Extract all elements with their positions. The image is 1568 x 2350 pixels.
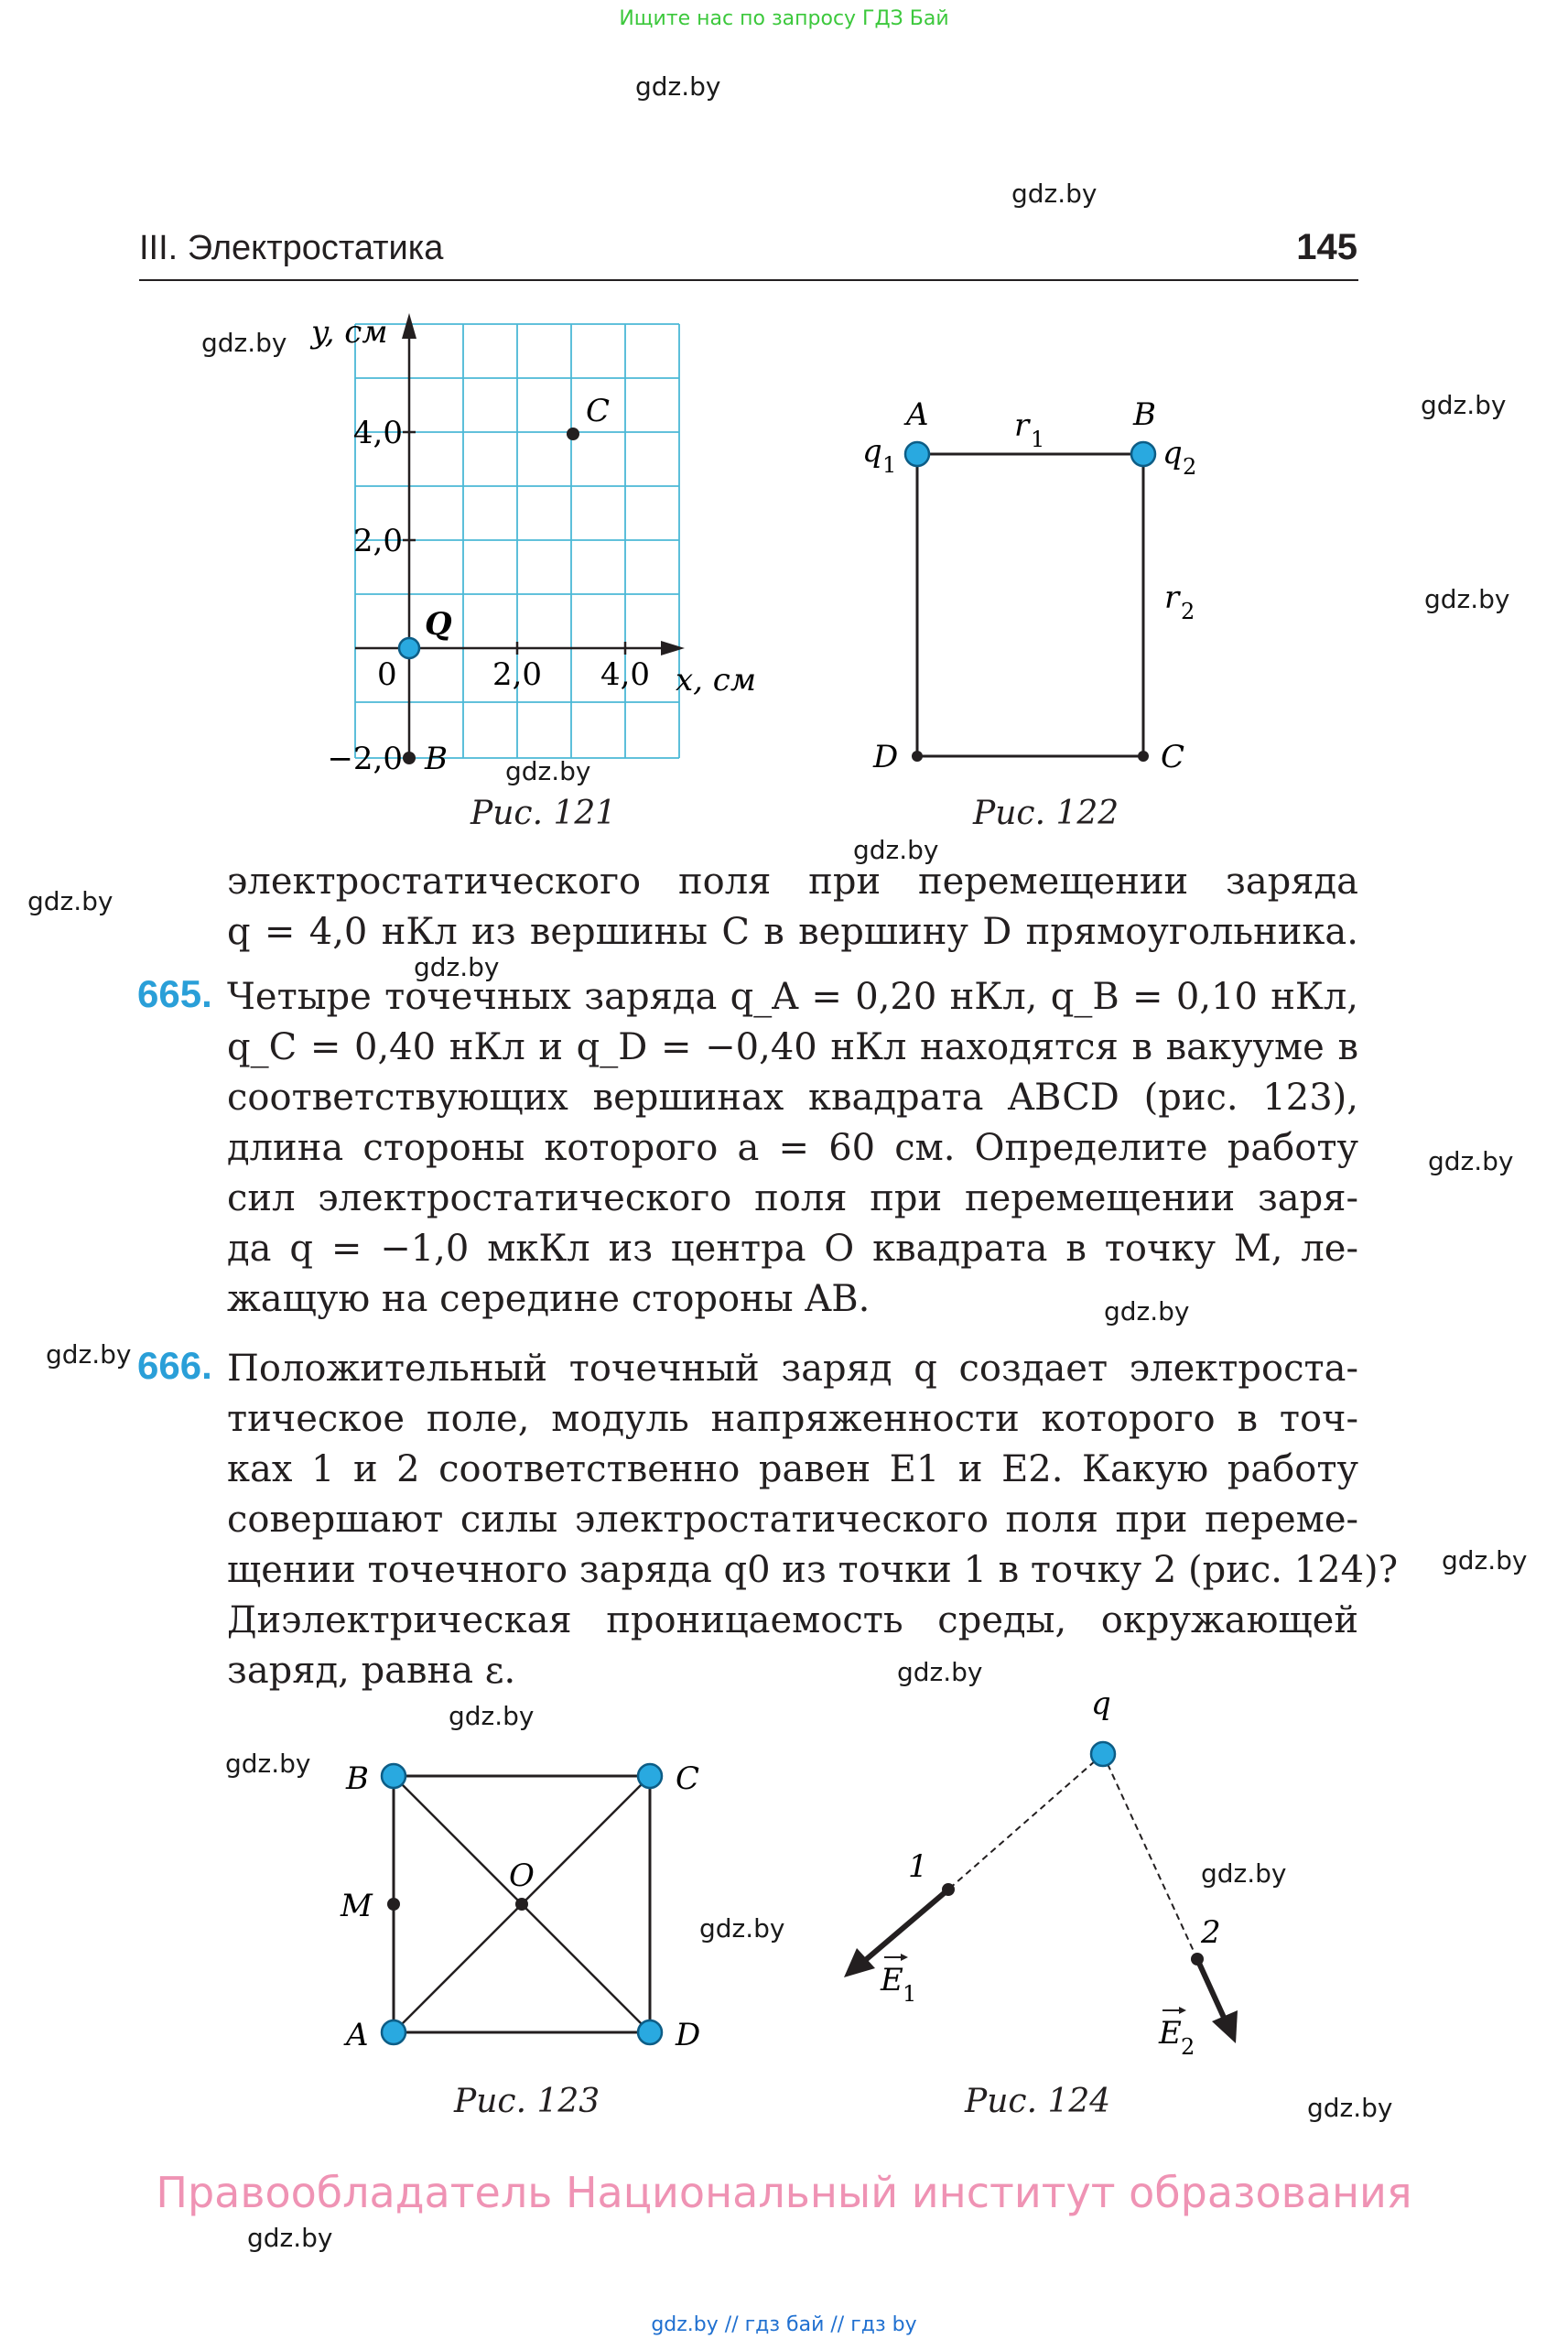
vector-e2 xyxy=(1197,1959,1225,2020)
caption-124: Рис. 124 xyxy=(965,2083,1111,2120)
watermark: gdz.by xyxy=(897,1657,983,1687)
watermark: gdz.by xyxy=(201,328,287,358)
dashed-line-q-1 xyxy=(948,1754,1103,1890)
section-title: III. Электростатика xyxy=(139,229,444,267)
caption-122: Рис. 122 xyxy=(973,795,1119,832)
label-q2: q xyxy=(1162,435,1183,471)
point-1 xyxy=(942,1883,955,1896)
copyright-owner: Правообладатель Национальный институт образования xyxy=(156,2168,1412,2217)
problem-number-665: 665. xyxy=(137,972,212,1015)
label-b: B xyxy=(346,1760,369,1797)
label-q1-sub: 1 xyxy=(882,452,897,478)
label-b: B xyxy=(425,741,448,777)
label-m: M xyxy=(341,1888,373,1924)
charge-a xyxy=(382,2020,406,2044)
text-line: тическое поле, модуль напряженности которого в точ- xyxy=(227,1398,1358,1440)
label-c: C xyxy=(676,1760,700,1797)
watermark: gdz.by xyxy=(27,886,114,916)
vertex-a: A xyxy=(906,396,929,433)
text-line: ках 1 и 2 соответственно равен E1 и E2. Какую работу xyxy=(227,1448,1358,1490)
charge-d xyxy=(638,2020,662,2044)
header-rule xyxy=(139,279,1358,281)
label-q2-sub: 2 xyxy=(1183,454,1197,480)
watermark: gdz.by xyxy=(1104,1296,1190,1327)
text-line: Положительный точечный заряд q создает электроста- xyxy=(227,1348,1358,1390)
charge-q xyxy=(1091,1742,1115,1766)
label-r2-sub: 2 xyxy=(1181,599,1195,624)
point-o xyxy=(515,1898,528,1911)
point-m xyxy=(387,1898,400,1911)
y-tick-minus-2: −2,0 xyxy=(327,741,403,777)
label-e2: E xyxy=(1159,2015,1182,2052)
text-line: q_C = 0,40 нКл и q_D = −0,40 нКл находятся в вакууме в xyxy=(227,1026,1358,1068)
label-r2: r xyxy=(1164,579,1180,616)
watermark: gdz.by xyxy=(414,952,500,982)
text-line: жащую на середине стороны AB. xyxy=(227,1278,871,1320)
text-line: длина стороны которого a = 60 см. Определите работу xyxy=(227,1127,1358,1169)
text-line: соответствующих вершинах квадрата ABCD (рис. 123), xyxy=(227,1077,1358,1119)
vertex-b: B xyxy=(1133,396,1156,433)
caption-123: Рис. 123 xyxy=(454,2083,600,2120)
label-q: q xyxy=(1091,1685,1111,1722)
label-r1: r xyxy=(1014,407,1030,444)
top-notice: Ищите нас по запросу ГДЗ Бай xyxy=(619,7,949,30)
label-c: C xyxy=(586,393,611,429)
label-e1-sub: 1 xyxy=(903,1981,917,2007)
watermark: gdz.by xyxy=(699,1913,785,1944)
watermark: gdz.by xyxy=(1421,390,1507,420)
y-tick-2: 2,0 xyxy=(352,523,403,559)
vector-e1 xyxy=(862,1890,948,1963)
vertex-d: D xyxy=(873,739,899,775)
y-axis-label: y, см xyxy=(311,314,388,351)
charge-q1 xyxy=(905,442,929,466)
dashed-line-q-2 xyxy=(1103,1754,1197,1959)
text-line: электростатического поля при перемещении заряда xyxy=(227,861,1358,903)
label-a: A xyxy=(346,2017,369,2053)
charge-q xyxy=(399,638,419,658)
text-line: q = 4,0 нКл из вершины C в вершину D прямоугольника. xyxy=(227,911,1358,953)
label-e2-sub: 2 xyxy=(1181,2034,1195,2060)
bottom-links[interactable]: gdz.by // гдз бай // гдз by xyxy=(651,2313,917,2336)
watermark: gdz.by xyxy=(247,2223,333,2253)
label-o: O xyxy=(509,1857,535,1894)
watermark: gdz.by xyxy=(1201,1858,1287,1889)
watermark: gdz.by xyxy=(1307,2093,1393,2123)
x-tick-4: 4,0 xyxy=(600,656,651,693)
charge-c xyxy=(638,1764,662,1788)
label-q1: q xyxy=(862,433,882,470)
problem-665-text xyxy=(227,972,1358,1325)
rectangle xyxy=(917,454,1143,756)
vertex-c: C xyxy=(1161,739,1185,775)
x-axis-arrow xyxy=(661,641,685,655)
label-point-1: 1 xyxy=(908,1848,928,1885)
text-line: сил электростатического поля при перемещении заря- xyxy=(227,1177,1358,1219)
watermark: gdz.by xyxy=(449,1701,535,1731)
watermark: gdz.by xyxy=(1442,1545,1528,1576)
label-r1-sub: 1 xyxy=(1031,427,1045,452)
text-line: заряд, равна ε. xyxy=(227,1650,516,1692)
watermark: gdz.by xyxy=(225,1749,311,1779)
watermark: gdz.by xyxy=(1428,1146,1514,1176)
charge-q2 xyxy=(1131,442,1155,466)
watermark: gdz.by xyxy=(505,756,591,786)
y-axis-arrow xyxy=(402,313,416,339)
y-tick-4: 4,0 xyxy=(352,415,403,451)
text-line: да q = −1,0 мкКл из центра O квадрата в точку M, ле- xyxy=(227,1228,1358,1270)
figure-124 xyxy=(824,1684,1300,2069)
watermark: gdz.by xyxy=(1424,584,1510,614)
text-line: Диэлектрическая проницаемость среды, окружающей xyxy=(227,1599,1358,1641)
text-line: совершают силы электростатического поля при переме- xyxy=(227,1499,1358,1541)
label-e1: E xyxy=(881,1962,903,1998)
caption-121: Рис. 121 xyxy=(470,795,617,832)
charge-b xyxy=(382,1764,406,1788)
watermark: gdz.by xyxy=(853,835,939,865)
origin-label: 0 xyxy=(377,656,397,693)
point-b xyxy=(403,752,416,764)
page-number: 145 xyxy=(1296,227,1357,267)
figure-123 xyxy=(330,1739,723,2069)
problem-number-666: 666. xyxy=(137,1344,212,1387)
x-tick-2: 2,0 xyxy=(492,656,543,693)
figure-122 xyxy=(851,384,1236,778)
label-d: D xyxy=(676,2017,701,2053)
label-point-2: 2 xyxy=(1201,1914,1221,1951)
text-line: Четыре точечных заряда q_A = 0,20 нКл, q_B = 0,10 нКл, xyxy=(227,976,1358,1018)
watermark: gdz.by xyxy=(635,71,721,102)
x-axis-label-box xyxy=(674,657,802,703)
watermark: gdz.by xyxy=(46,1339,132,1370)
point-2 xyxy=(1191,1953,1204,1966)
continuation-text xyxy=(227,857,1358,958)
point-c xyxy=(567,428,579,440)
watermark: gdz.by xyxy=(1011,179,1098,209)
x-axis-label: x, см xyxy=(676,662,757,699)
figure-121 xyxy=(302,311,705,787)
text-line: щении точечного заряда q0 из точки 1 в точку 2 (рис. 124)? xyxy=(227,1549,1399,1591)
problem-666-text xyxy=(227,1344,1399,1696)
label-q: Q xyxy=(425,606,452,643)
